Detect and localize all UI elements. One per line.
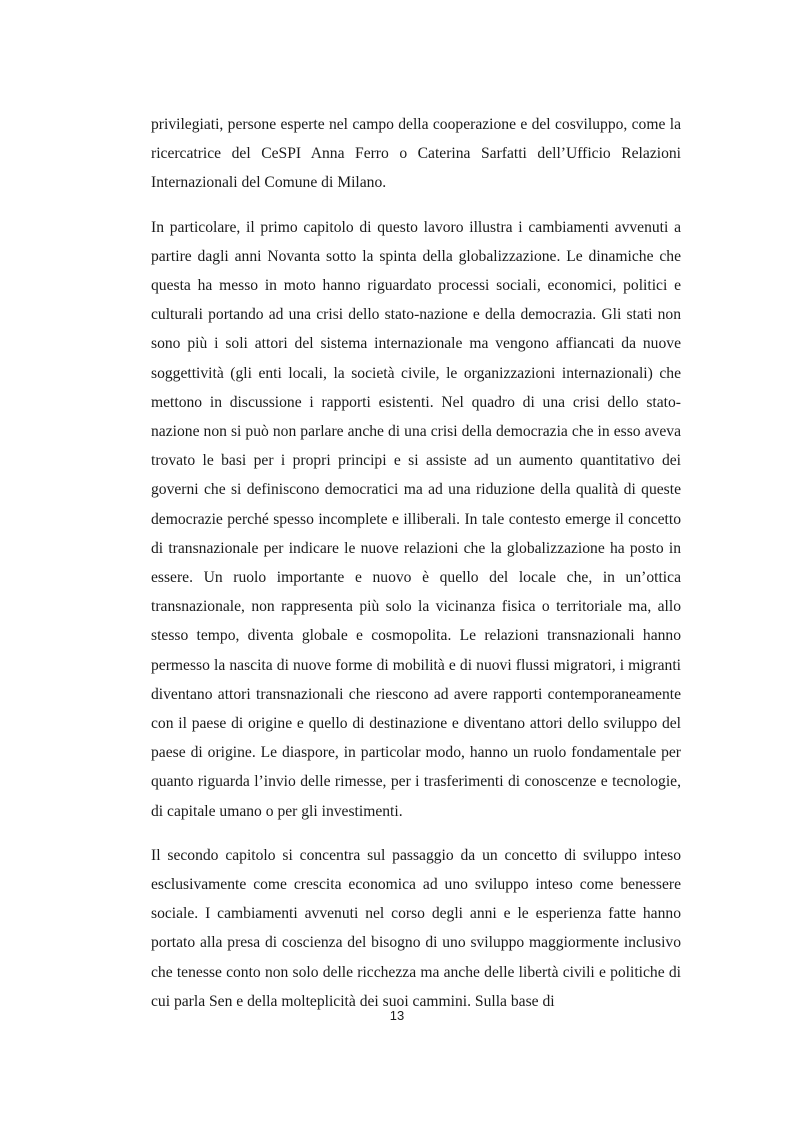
paragraph-2: In particolare, il primo capitolo di questo lavoro illustra i cambiamenti avvenuti a partire dagli anni Novanta sotto la spinta della globalizzazione. Le dinamiche che questa ha messo in moto hanno riguardato processi sociali, economici, politici e culturali portando ad una crisi dello stato-nazione e della democrazia. Gli stati non sono più i soli attori del sistema internazionale ma vengono affiancati da nuove soggettività (gli enti locali, la società civile, le organizzazioni internazionali) che mettono in discussione i rapporti esistenti. Nel quadro di una crisi dello stato-nazione non si può non parlare anche di una crisi della democrazia che in esso aveva trovato le basi per i propri principi e si assiste ad un aumento quantitativo dei governi che si definiscono democratici ma ad una riduzione della qualità di queste democrazie perché spesso incomplete e illiberali. In tale contesto emerge il concetto di transnazionale per indicare le nuove relazioni che la globalizzazione ha posto in essere. Un ruolo importante e nuovo è quello del locale che, in un’ottica transnazionale, non rappresenta più solo la vicinanza fisica o territoriale ma, allo stesso tempo, diventa globale e cosmopolita. Le relazioni transnazionali hanno permesso la nascita di nuove forme di mobilità e di nuovi flussi migratori, i migranti diventano attori transnazionali che riescono ad avere rapporti contemporaneamente con il paese di origine e quello di destinazione e diventano attori dello sviluppo del paese di origine. Le diaspore, in particolar modo, hanno un ruolo fondamentale per quanto riguarda l’invio delle rimesse, per i trasferimenti di conoscenze e tecnologie, di capitale umano o per gli investimenti.: [151, 218, 681, 820]
paragraph-1: privilegiati, persone esperte nel campo della cooperazione e del cosviluppo, come la ricercatrice del CeSPI Anna Ferro o Caterina Sarfatti dell’Ufficio Relazioni Internazionali del Comune di Milano.: [151, 116, 681, 192]
page-number: 13: [389, 1008, 405, 1023]
body-text: [151, 110, 681, 1031]
paragraph-3: Il secondo capitolo si concentra sul passaggio da un concetto di sviluppo inteso esclusivamente come crescita economica ad uno sviluppo inteso come benessere sociale. I cambiamenti avvenuti nel corso degli anni e le esperienza fatte hanno portato alla presa di coscienza del bisogno di uno sviluppo maggiormente inclusivo che tenesse conto non solo delle ricchezza ma anche delle libertà civili e politiche di cui parla Sen e della molteplicità dei suoi cammini. Sulla base di: [151, 846, 681, 1010]
